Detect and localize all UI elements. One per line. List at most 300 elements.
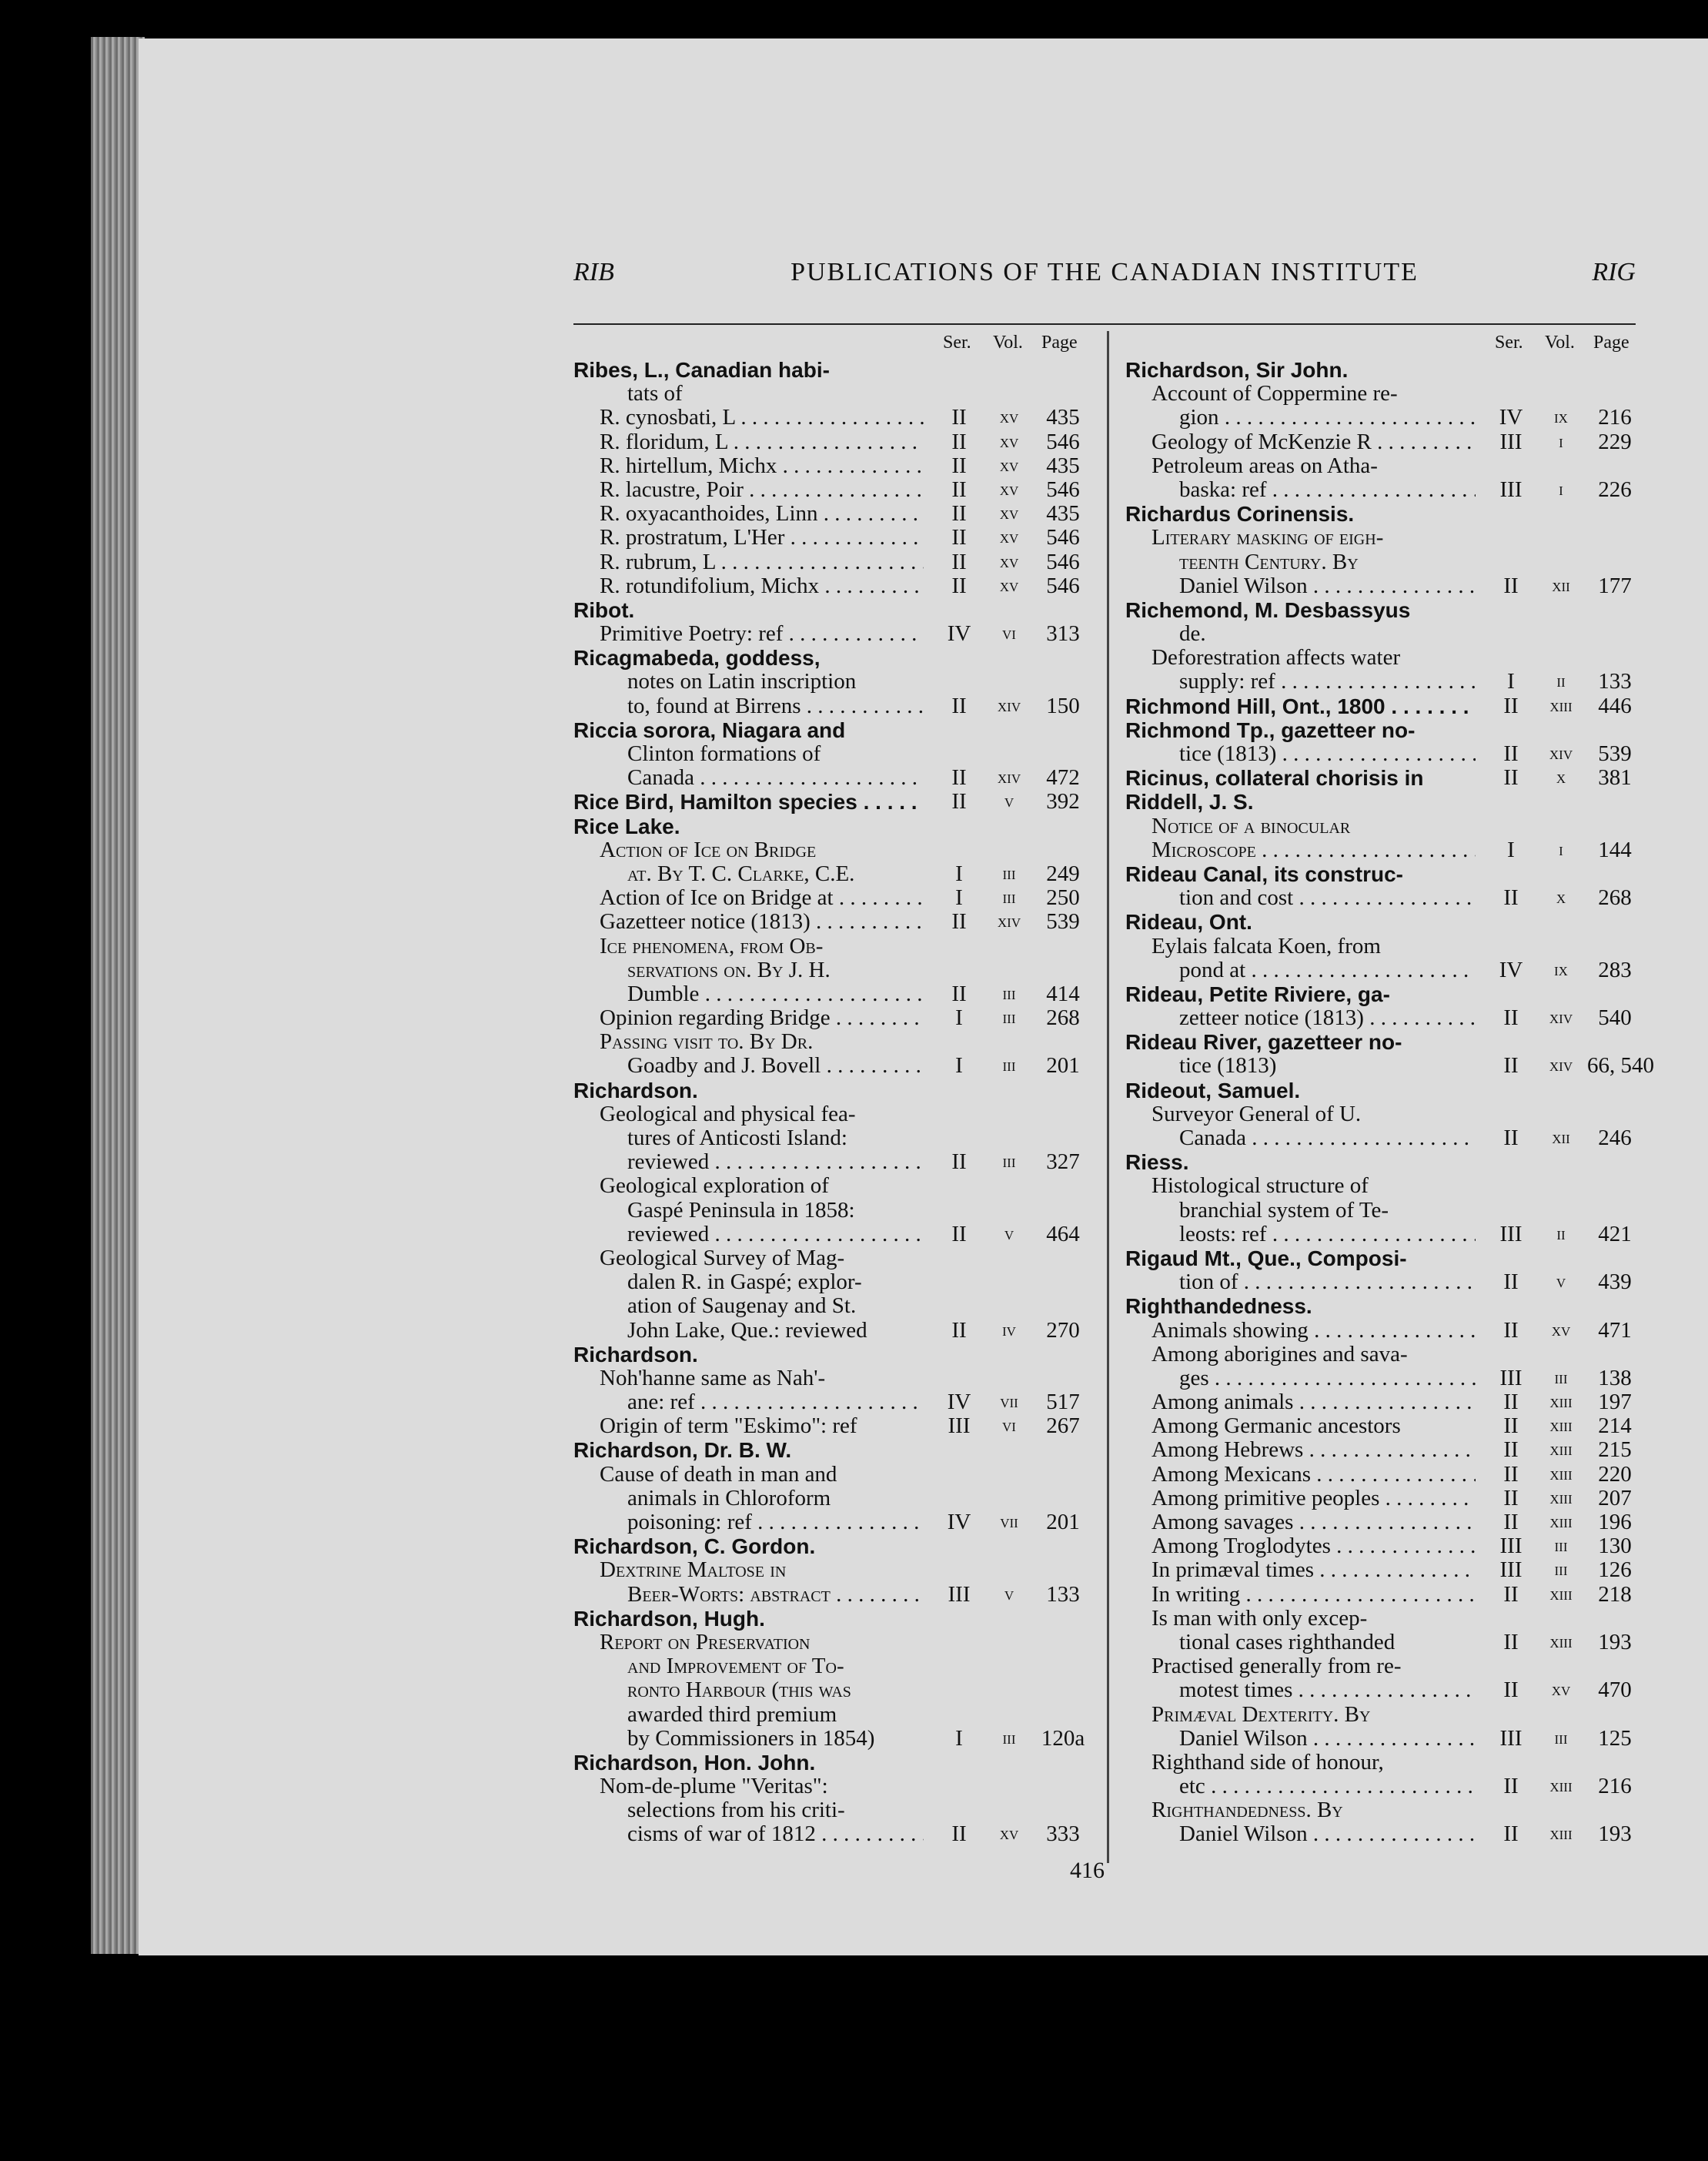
entry-text: Righthandedness.: [1125, 1294, 1312, 1319]
page-reference: 201: [1046, 1510, 1080, 1534]
entry-text: Action of Ice on Bridge: [600, 838, 817, 862]
series-number: IV: [1499, 957, 1523, 982]
volume-number: xiii: [1549, 695, 1573, 716]
index-entry-row: [573, 1199, 1091, 1223]
index-entry-row: [573, 1343, 1091, 1367]
entry-text: Rice Lake.: [573, 814, 680, 838]
entry-text: Among animals . . .: [1125, 1390, 1476, 1414]
entry-text: reviewed . . .: [573, 1223, 924, 1246]
entry-text: Ribes, L., Canadian habi-: [573, 358, 830, 382]
page-reference: 381: [1598, 765, 1632, 791]
series-number: II: [1503, 693, 1519, 718]
index-entry-row: [573, 958, 1091, 982]
series-number: II: [951, 573, 967, 598]
page-reference: 193: [1598, 1629, 1632, 1654]
series-number: II: [1503, 765, 1519, 791]
volume-number: iii: [1554, 1536, 1568, 1557]
series-number: IV: [947, 1510, 971, 1534]
series-number: II: [951, 1221, 967, 1246]
entry-text: Gazetteer notice (1813) . . .: [573, 910, 924, 934]
volume-number: xiv: [1549, 1055, 1573, 1076]
volume-number: iii: [1554, 1728, 1568, 1748]
page-reference: 246: [1598, 1126, 1632, 1150]
entry-text: Deforestration affects water: [1151, 646, 1401, 671]
page-reference: 439: [1598, 1270, 1632, 1295]
entry-text: tion of . . .: [1125, 1270, 1476, 1294]
entry-text: Surveyor General of U.: [1151, 1102, 1362, 1126]
index-entry-row: [1125, 742, 1643, 766]
index-entry-row: [1125, 1199, 1643, 1223]
index-entry-row: [573, 1798, 1091, 1822]
index-entry-row: [1125, 670, 1643, 694]
index-entry-row: [1125, 574, 1643, 598]
entry-text: Rideau River, gazetteer no-: [1125, 1030, 1402, 1055]
entry-text: Among savages . . .: [1125, 1510, 1476, 1534]
page-reference: 197: [1598, 1390, 1632, 1415]
entry-text: Action of Ice on Bridge at . . .: [573, 886, 924, 910]
series-number: II: [1503, 1678, 1519, 1703]
index-column-left: [573, 330, 1091, 1847]
page-reference: 392: [1046, 789, 1080, 815]
entry-text: Report on Preservation: [600, 1630, 811, 1654]
entry-text: Beer-Worts: abstract . . .: [573, 1583, 924, 1607]
entry-text: Among Mexicans . . .: [1125, 1463, 1476, 1487]
index-entry-row: [1125, 982, 1643, 1006]
page-reference: 126: [1598, 1557, 1632, 1583]
entry-text: R. rotundifolium, Michx . . .: [573, 574, 924, 598]
entry-text: Riddell, J. S.: [1125, 790, 1254, 815]
volume-number: iii: [1002, 888, 1016, 908]
series-number: II: [951, 981, 967, 1006]
index-entry-row: [1125, 382, 1643, 406]
volume-number: xiv: [997, 768, 1021, 788]
index-entry-row: [1125, 1319, 1643, 1343]
entry-text: Among Hebrews . . .: [1125, 1438, 1476, 1462]
volume-number: v: [1004, 791, 1014, 812]
index-entry-row: [1125, 1126, 1643, 1150]
index-entry-row: [573, 862, 1091, 886]
series-number: II: [1503, 1437, 1519, 1463]
entry-text: R. oxyacanthoides, Linn . . .: [573, 502, 924, 526]
index-entry-row: [573, 1294, 1091, 1318]
index-entry-row: [573, 526, 1091, 550]
entry-text: Richardson, Hugh.: [573, 1606, 765, 1631]
volume-number: xiii: [1549, 1487, 1573, 1508]
entry-text: Opinion regarding Bridge . . .: [573, 1006, 924, 1030]
index-entry-row: [573, 622, 1091, 646]
index-entry-row: [573, 670, 1091, 694]
entry-text: Ribot.: [573, 597, 635, 622]
entry-text: servations on. By J. H.: [627, 958, 831, 982]
index-entry-row: [1125, 1510, 1643, 1534]
index-entry-row: [1125, 1414, 1643, 1438]
index-entry-row: [1125, 1631, 1643, 1654]
volume-number: ix: [1554, 407, 1568, 428]
page-reference: 138: [1598, 1365, 1632, 1390]
index-entry-row: [573, 1751, 1091, 1775]
entry-text: Animals showing . . .: [1125, 1319, 1476, 1343]
index-entry-row: [573, 1367, 1091, 1390]
page-reference: 229: [1598, 429, 1632, 454]
page-reference: 193: [1598, 1821, 1632, 1847]
ser-header: Ser.: [1495, 333, 1523, 353]
index-entry-row: [573, 1727, 1091, 1751]
index-entry-row: [573, 1126, 1091, 1150]
series-number: II: [951, 1821, 967, 1847]
index-entry-row: [573, 718, 1091, 742]
entry-text: Rigaud Mt., Que., Composi-: [1125, 1246, 1407, 1270]
index-entry-row: [573, 815, 1091, 838]
volume-number: xii: [1552, 1128, 1570, 1148]
index-entry-row: [1125, 1102, 1643, 1126]
index-entry-row: [1125, 1534, 1643, 1558]
index-entry-row: [1125, 1079, 1643, 1102]
series-number: II: [951, 909, 967, 935]
header-left-guide: RIB: [573, 258, 614, 286]
index-entry-row: [573, 790, 1091, 814]
series-number: III: [948, 1581, 971, 1607]
entry-text: R. hirtellum, Michx . . .: [573, 454, 924, 478]
series-number: II: [951, 1149, 967, 1175]
entry-text: Among Germanic ancestors: [1151, 1414, 1401, 1439]
index-entry-row: [1125, 1367, 1643, 1390]
page-reference: 446: [1598, 693, 1632, 718]
entry-text: selections from his criti-: [627, 1798, 845, 1823]
series-number: I: [955, 1053, 963, 1079]
index-entry-row: [1125, 646, 1643, 670]
index-entry-row: [573, 1558, 1091, 1582]
entry-text: Geological exploration of: [600, 1174, 829, 1199]
header-right-guide: RIG: [1592, 258, 1636, 286]
index-column-right: [1125, 330, 1654, 1847]
entry-text: gion . . .: [1125, 406, 1476, 430]
page-reference: 540: [1598, 1005, 1632, 1031]
index-entry-row: [1125, 1558, 1643, 1582]
page-reference: 207: [1598, 1485, 1632, 1510]
index-entry-row: [573, 1678, 1091, 1702]
page-reference: 216: [1598, 1774, 1632, 1799]
index-entry-row: [1125, 766, 1643, 790]
series-number: I: [1507, 837, 1515, 862]
page-reference: 214: [1598, 1413, 1632, 1439]
page-reference: 249: [1046, 861, 1080, 886]
index-entry-row: [573, 382, 1091, 406]
entry-text: Passing visit to. By Dr.: [600, 1030, 814, 1055]
page-header: Page: [1041, 333, 1078, 353]
index-entry-row: [1125, 358, 1643, 382]
volume-number: v: [1004, 1584, 1014, 1604]
page-reference: 220: [1598, 1461, 1632, 1487]
series-number: III: [948, 1413, 971, 1439]
volume-number: iii: [1002, 983, 1016, 1004]
index-entry-row: [573, 1246, 1091, 1270]
series-number: II: [1503, 885, 1519, 911]
entry-text: awarded third premium: [627, 1702, 837, 1727]
volume-number: xv: [1551, 1320, 1571, 1340]
series-number: II: [1503, 1581, 1519, 1607]
entry-text: Nom-de-plume "Veritas":: [600, 1775, 828, 1799]
page-reference: 250: [1046, 885, 1080, 911]
entry-text: and Improvement of To-: [627, 1654, 844, 1679]
index-entry-row: [1125, 1174, 1643, 1198]
index-entry-row: [1125, 958, 1643, 982]
entry-text: Rideau Canal, its construc-: [1125, 861, 1403, 886]
entry-text: Among aborigines and sava-: [1151, 1342, 1408, 1367]
page-reference: 471: [1598, 1317, 1632, 1343]
entry-text: Daniel Wilson . . .: [1125, 574, 1476, 598]
page-reference: 414: [1046, 981, 1080, 1006]
volume-number: xiii: [1549, 1584, 1573, 1604]
series-number: III: [1499, 1557, 1522, 1583]
volume-number: xiii: [1549, 1416, 1573, 1437]
entry-text: Richardson, Sir John.: [1125, 358, 1349, 382]
volume-number: iii: [1002, 1008, 1016, 1029]
series-number: II: [951, 405, 967, 430]
index-entry-row: [573, 478, 1091, 502]
page-reference: 133: [1598, 669, 1632, 694]
index-entry-row: [573, 502, 1091, 526]
index-entry-row: [573, 1654, 1091, 1678]
index-entry-row: [573, 766, 1091, 790]
series-number: I: [955, 1725, 963, 1751]
page-header: Page: [1593, 333, 1629, 353]
volume-number: iii: [1554, 1560, 1568, 1581]
entry-text: Ice phenomena, from Ob-: [600, 934, 824, 958]
index-entry-row: [573, 886, 1091, 910]
entry-text: Primæval Dexterity. By: [1151, 1702, 1371, 1727]
entry-text: Primitive Poetry: ref . . .: [573, 622, 924, 646]
column-header: [573, 330, 1091, 358]
page-reference: 327: [1046, 1149, 1080, 1175]
entry-text: Geological Survey of Mag-: [600, 1246, 845, 1270]
index-entry-row: [1125, 1150, 1643, 1174]
page-reference: 270: [1046, 1317, 1080, 1343]
index-entry-row: [1125, 1343, 1643, 1367]
volume-number: iv: [1002, 1320, 1016, 1340]
volume-number: xii: [1552, 575, 1570, 596]
index-entry-row: [573, 1319, 1091, 1343]
index-entry-row: [1125, 502, 1643, 526]
entry-text: Rideau, Ont.: [1125, 910, 1252, 935]
page-reference: 517: [1046, 1390, 1080, 1415]
page-reference: 196: [1598, 1510, 1632, 1534]
index-entry-row: [573, 1607, 1091, 1631]
entry-text: R. prostratum, L'Her . . .: [573, 526, 924, 550]
entry-text: Rideout, Samuel.: [1125, 1078, 1301, 1102]
page-reference: 150: [1046, 693, 1080, 718]
series-number: I: [955, 885, 963, 911]
entry-text: ation of Saugenay and St.: [627, 1294, 857, 1319]
index-entry-row: [1125, 622, 1643, 646]
index-entry-row: [573, 1390, 1091, 1414]
index-entry-row: [1125, 1727, 1643, 1751]
page-reference: 125: [1598, 1725, 1632, 1751]
page-reference: 546: [1046, 525, 1080, 550]
index-entry-row: [1125, 694, 1643, 718]
index-entry-row: [1125, 1463, 1643, 1487]
series-number: II: [1503, 1390, 1519, 1415]
entry-text: Account of Coppermine re-: [1151, 382, 1398, 406]
series-number: II: [1503, 1270, 1519, 1295]
index-entry-row: [573, 1583, 1091, 1607]
entry-text: poisoning: ref . . .: [573, 1510, 924, 1534]
index-entry-row: [573, 406, 1091, 430]
page-reference: 464: [1046, 1221, 1080, 1246]
index-entry-row: [573, 1510, 1091, 1534]
volume-number: xiii: [1549, 1824, 1573, 1845]
volume-number: xiii: [1549, 1776, 1573, 1797]
index-entry-row: [1125, 1030, 1643, 1054]
index-entry-row: [573, 550, 1091, 574]
index-entry-row: [573, 838, 1091, 862]
series-number: II: [1503, 1126, 1519, 1150]
entry-text: Richardson.: [573, 1342, 698, 1367]
index-entry-row: [1125, 1654, 1643, 1678]
entry-text: supply: ref . . .: [1125, 670, 1476, 694]
page-reference: 226: [1598, 477, 1632, 502]
series-number: I: [955, 861, 963, 886]
series-number: II: [1503, 1485, 1519, 1510]
index-entry-row: [573, 1822, 1091, 1846]
entry-text: Geology of McKenzie R . . .: [1125, 430, 1476, 454]
entry-text: Canada . . .: [1125, 1126, 1476, 1150]
page-reference: 546: [1046, 549, 1080, 574]
series-number: II: [951, 525, 967, 550]
volume-number: xiv: [997, 912, 1021, 932]
entry-text: leosts: ref . . .: [1125, 1223, 1476, 1246]
entry-text: Is man with only excep-: [1151, 1606, 1368, 1631]
entry-text: teenth Century. By: [1179, 550, 1359, 574]
entry-text: tice (1813): [1179, 1054, 1277, 1079]
volume-number: xv: [999, 527, 1019, 548]
page-reference: 472: [1046, 765, 1080, 791]
entry-text: R. lacustre, Poir . . .: [573, 478, 924, 502]
index-entry-row: [573, 1079, 1091, 1102]
entry-text: Rice Bird, Hamilton species . . .: [573, 790, 924, 814]
index-entry-row: [573, 1223, 1091, 1246]
series-number: II: [1503, 1629, 1519, 1654]
entry-text: Ricagmabeda, goddess,: [573, 646, 821, 671]
index-entry-row: [573, 742, 1091, 766]
entry-text: Clinton formations of: [627, 742, 821, 766]
page-reference: 218: [1598, 1581, 1632, 1607]
running-header: [573, 258, 1636, 289]
volume-number: xv: [999, 431, 1019, 452]
index-entry-row: [573, 1487, 1091, 1510]
volume-number: xiii: [1549, 1512, 1573, 1532]
entry-text: pond at . . .: [1125, 958, 1476, 982]
index-entry-row: [1125, 1607, 1643, 1631]
volume-number: vi: [1002, 624, 1016, 644]
entry-text: Notice of a binocular: [1151, 814, 1351, 838]
entry-text: Richmond Hill, Ont., 1800 . . .: [1125, 694, 1476, 718]
index-entry-row: [1125, 406, 1643, 430]
series-number: II: [1503, 1774, 1519, 1799]
series-number: IV: [947, 1390, 971, 1415]
index-entry-row: [573, 1030, 1091, 1054]
index-entry-row: [1125, 1487, 1643, 1510]
volume-number: x: [1556, 888, 1566, 908]
page-reference: 130: [1598, 1534, 1632, 1559]
volume-number: x: [1556, 768, 1566, 788]
entry-text: Daniel Wilson . . .: [1125, 1727, 1476, 1751]
entry-text: R. floridum, L . . .: [573, 430, 924, 454]
entry-text: In writing . . .: [1125, 1583, 1476, 1607]
series-number: II: [951, 501, 967, 527]
entry-text: Gaspé Peninsula in 1858:: [627, 1198, 855, 1223]
entry-text: Richardus Corinensis.: [1125, 502, 1355, 527]
volume-number: iii: [1002, 1728, 1016, 1748]
series-number: III: [1499, 1534, 1522, 1559]
volume-number: ix: [1554, 959, 1568, 980]
entry-text: baska: ref . . .: [1125, 478, 1476, 502]
volume-number: xv: [999, 479, 1019, 500]
index-entry-row: [1125, 935, 1643, 958]
index-entry-row: [573, 1006, 1091, 1030]
volume-number: xv: [999, 455, 1019, 476]
index-entry-row: [1125, 838, 1643, 862]
entry-text: Richardson, Dr. B. W.: [573, 1438, 792, 1463]
index-entry-row: [573, 1631, 1091, 1654]
index-entry-row: [573, 910, 1091, 934]
page-reference: 201: [1046, 1053, 1080, 1079]
series-number: II: [1503, 573, 1519, 598]
volume-number: xiv: [1549, 1008, 1573, 1029]
volume-number: xv: [999, 407, 1019, 428]
index-entry-row: [1125, 1270, 1643, 1294]
index-entry-row: [1125, 1678, 1643, 1702]
index-entry-row: [573, 358, 1091, 382]
volume-number: v: [1004, 1223, 1014, 1244]
index-entry-row: [573, 1270, 1091, 1294]
page-reference: 267: [1046, 1413, 1080, 1439]
entry-text: R. cynosbati, L . . .: [573, 406, 924, 430]
entry-text: Daniel Wilson . . .: [1125, 1822, 1476, 1846]
series-number: II: [951, 765, 967, 791]
index-entry-row: [573, 646, 1091, 670]
entry-text: R. rubrum, L . . .: [573, 550, 924, 574]
series-number: II: [951, 1317, 967, 1343]
index-entry-row: [1125, 1223, 1643, 1246]
index-entry-row: [1125, 1246, 1643, 1270]
index-entry-row: [1125, 1775, 1643, 1798]
series-number: II: [951, 693, 967, 718]
index-entry-row: [573, 598, 1091, 622]
index-entry-row: [1125, 598, 1643, 622]
series-number: IV: [947, 621, 971, 647]
volume-number: v: [1556, 1272, 1566, 1293]
index-entry-row: [1125, 815, 1643, 838]
volume-number: vii: [1000, 1512, 1018, 1532]
page-reference: 313: [1046, 621, 1080, 647]
page-reference: 144: [1598, 837, 1632, 862]
series-number: II: [1503, 1461, 1519, 1487]
entry-text: ronto Harbour (this was: [627, 1678, 851, 1703]
index-entry-row: [573, 1703, 1091, 1727]
vol-header: Vol.: [1545, 333, 1575, 353]
index-entry-row: [1125, 1390, 1643, 1414]
entry-text: Righthandedness. By: [1151, 1798, 1343, 1823]
series-number: II: [1503, 741, 1519, 766]
series-number: I: [955, 1005, 963, 1031]
column-header: [1125, 330, 1643, 358]
index-entry-row: [1125, 1438, 1643, 1462]
index-entry-row: [573, 574, 1091, 598]
series-number: II: [951, 477, 967, 502]
entry-text: Noh'hanne same as Nah'-: [600, 1366, 826, 1390]
entry-text: Histological structure of: [1151, 1174, 1369, 1199]
page-reference: 435: [1046, 501, 1080, 527]
